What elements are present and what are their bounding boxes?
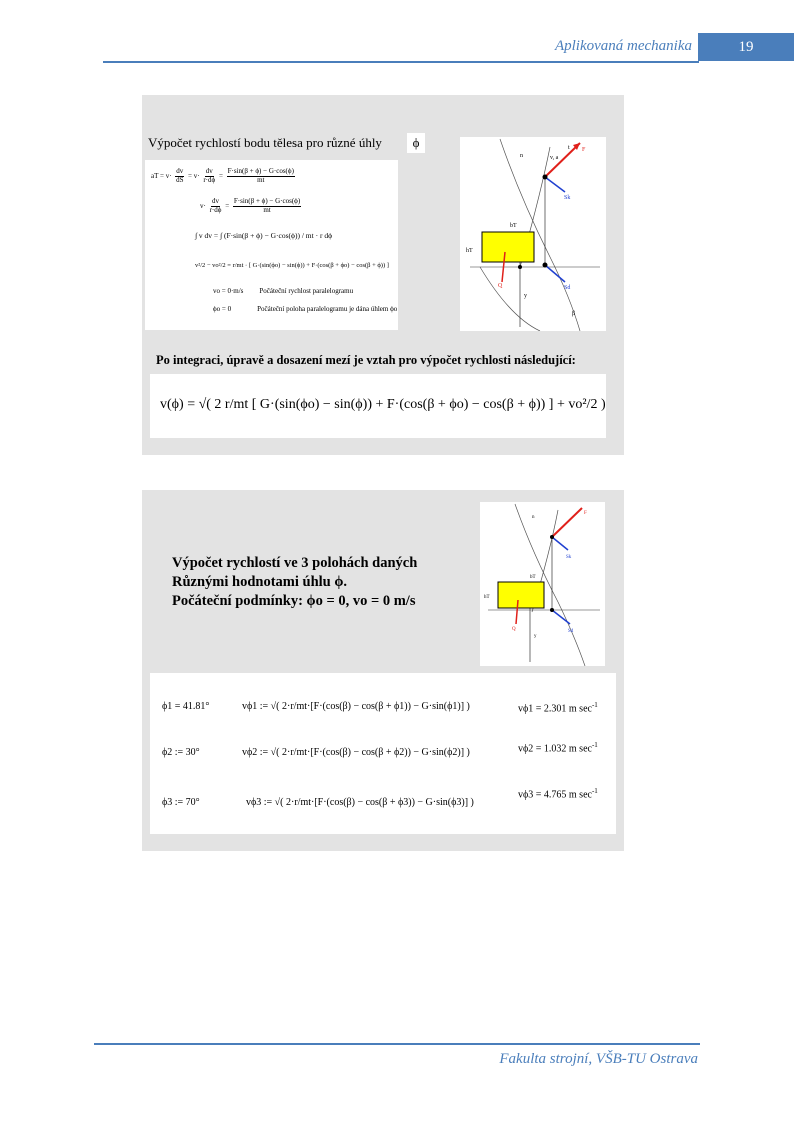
page-number: 19 bbox=[698, 33, 794, 61]
derivation-line-5: vo = 0·m/s Počáteční rychlost paralelogramu bbox=[213, 287, 354, 295]
label-vt: v, a bbox=[550, 155, 559, 161]
calculation-panel bbox=[142, 490, 624, 851]
label-y: y bbox=[524, 293, 527, 299]
label-Q: Q bbox=[498, 283, 503, 289]
phi1-value: ϕ1 = 41.81° bbox=[162, 701, 210, 712]
label-bT: bT bbox=[510, 223, 517, 229]
svg-text:Sd: Sd bbox=[568, 629, 574, 634]
svg-text:Q: Q bbox=[512, 627, 516, 632]
derivation-line-4: v²/2 − vo²/2 = r/mt · [ G·(sin(ϕo) − sin(ϕ)) + F·(cos(β + ϕo) − cos(β + ϕ)) ] bbox=[195, 262, 389, 269]
phi-symbol-box: ϕ bbox=[407, 133, 425, 153]
footer-rule bbox=[94, 1043, 700, 1045]
derivation-block bbox=[145, 160, 398, 330]
phi2-value: ϕ2 := 30° bbox=[162, 747, 200, 758]
svg-text:bT: bT bbox=[530, 575, 536, 580]
derivation-line-6: ϕo = 0 Počáteční poloha paralelogramu je dána úhlem ϕo bbox=[213, 305, 398, 313]
phi3-value: ϕ3 := 70° bbox=[162, 797, 200, 808]
derivation-line-1: aT = v· $\frac{dv}{dS}$ = v· $\frac{dv}{r\cdot d\phi}$ = $\frac{F\cdot\sin(\beta + \phi) - G\cdot\cos(\phi)}{mt}$ bbox=[151, 167, 294, 184]
mechanism-figure-small bbox=[480, 502, 605, 666]
derivation-line-3: ∫ v dv = ∫ (F·sin(β + ϕ) − G·cos(ϕ)) / mt · r dϕ bbox=[195, 231, 333, 240]
vphi2-definition: vϕ2 := √( 2·r/mt·[F·(cos(β) − cos(β + ϕ2)) − G·sin(ϕ2)] ) bbox=[242, 747, 470, 758]
derivation-line-2: v· $\frac{dv}{r\cdot d\phi}$ = $\frac{F\cdot\sin(\beta + \phi) - G\cdot\cos(\phi)}{mt}$ bbox=[200, 197, 301, 214]
svg-text:F: F bbox=[584, 511, 587, 516]
velocity-formula: v(ϕ) = √( 2 r/mt [ G·(sin(ϕo) − sin(ϕ)) + F·(cos(β + ϕo) − cos(β + ϕ)) ] + vo²/2 ) bbox=[160, 397, 606, 412]
velocity-formula-box bbox=[150, 374, 606, 438]
header-title: Aplikovaná mechanika bbox=[554, 38, 692, 54]
header-rule bbox=[103, 61, 699, 63]
footer-text: Fakulta strojní, VŠB-TU Ostrava bbox=[499, 1051, 698, 1067]
label-beta: β bbox=[572, 311, 576, 317]
label-Sk: Sk bbox=[564, 195, 571, 201]
derivation-panel bbox=[142, 95, 624, 455]
svg-text:hT: hT bbox=[484, 595, 490, 600]
vphi1-result: vϕ1 = 2.301 m $\sec^{-1}$ bbox=[518, 701, 598, 715]
label-hT: hT bbox=[466, 248, 473, 254]
label-F: F bbox=[582, 147, 586, 153]
mechanism-figure bbox=[460, 137, 606, 331]
vphi3-result: vϕ3 = 4.765 m $\sec^{-1}$ bbox=[518, 787, 598, 801]
label-t: t bbox=[568, 145, 570, 151]
svg-text:n: n bbox=[532, 515, 535, 520]
vphi1-definition: vϕ1 := √( 2·r/mt·[F·(cos(β) − cos(β + ϕ1)) − G·sin(ϕ1)] ) bbox=[242, 701, 470, 712]
label-n: n bbox=[520, 153, 523, 159]
panel1-title: Výpočet rychlostí bodu tělesa pro různé úhly bbox=[148, 135, 382, 150]
panel2-heading: Výpočet rychlostí ve 3 polohách daných Různými hodnotami úhlu ϕ. Počáteční podmínky: ϕo = 0, vo = 0 m/s bbox=[172, 555, 418, 609]
calculation-block bbox=[150, 673, 616, 834]
vphi2-result: vϕ2 = 1.032 m $\sec^{-1}$ bbox=[518, 741, 598, 755]
panel1-subtitle: Po integraci, úpravě a dosazení mezí je vztah pro výpočet rychlosti následující: bbox=[156, 353, 576, 367]
svg-text:y: y bbox=[534, 634, 537, 639]
svg-text:Sk: Sk bbox=[566, 555, 572, 560]
vphi3-definition: vϕ3 := √( 2·r/mt·[F·(cos(β) − cos(β + ϕ3)) − G·sin(ϕ3)] ) bbox=[246, 797, 474, 808]
label-Sd: Sd bbox=[564, 285, 571, 291]
